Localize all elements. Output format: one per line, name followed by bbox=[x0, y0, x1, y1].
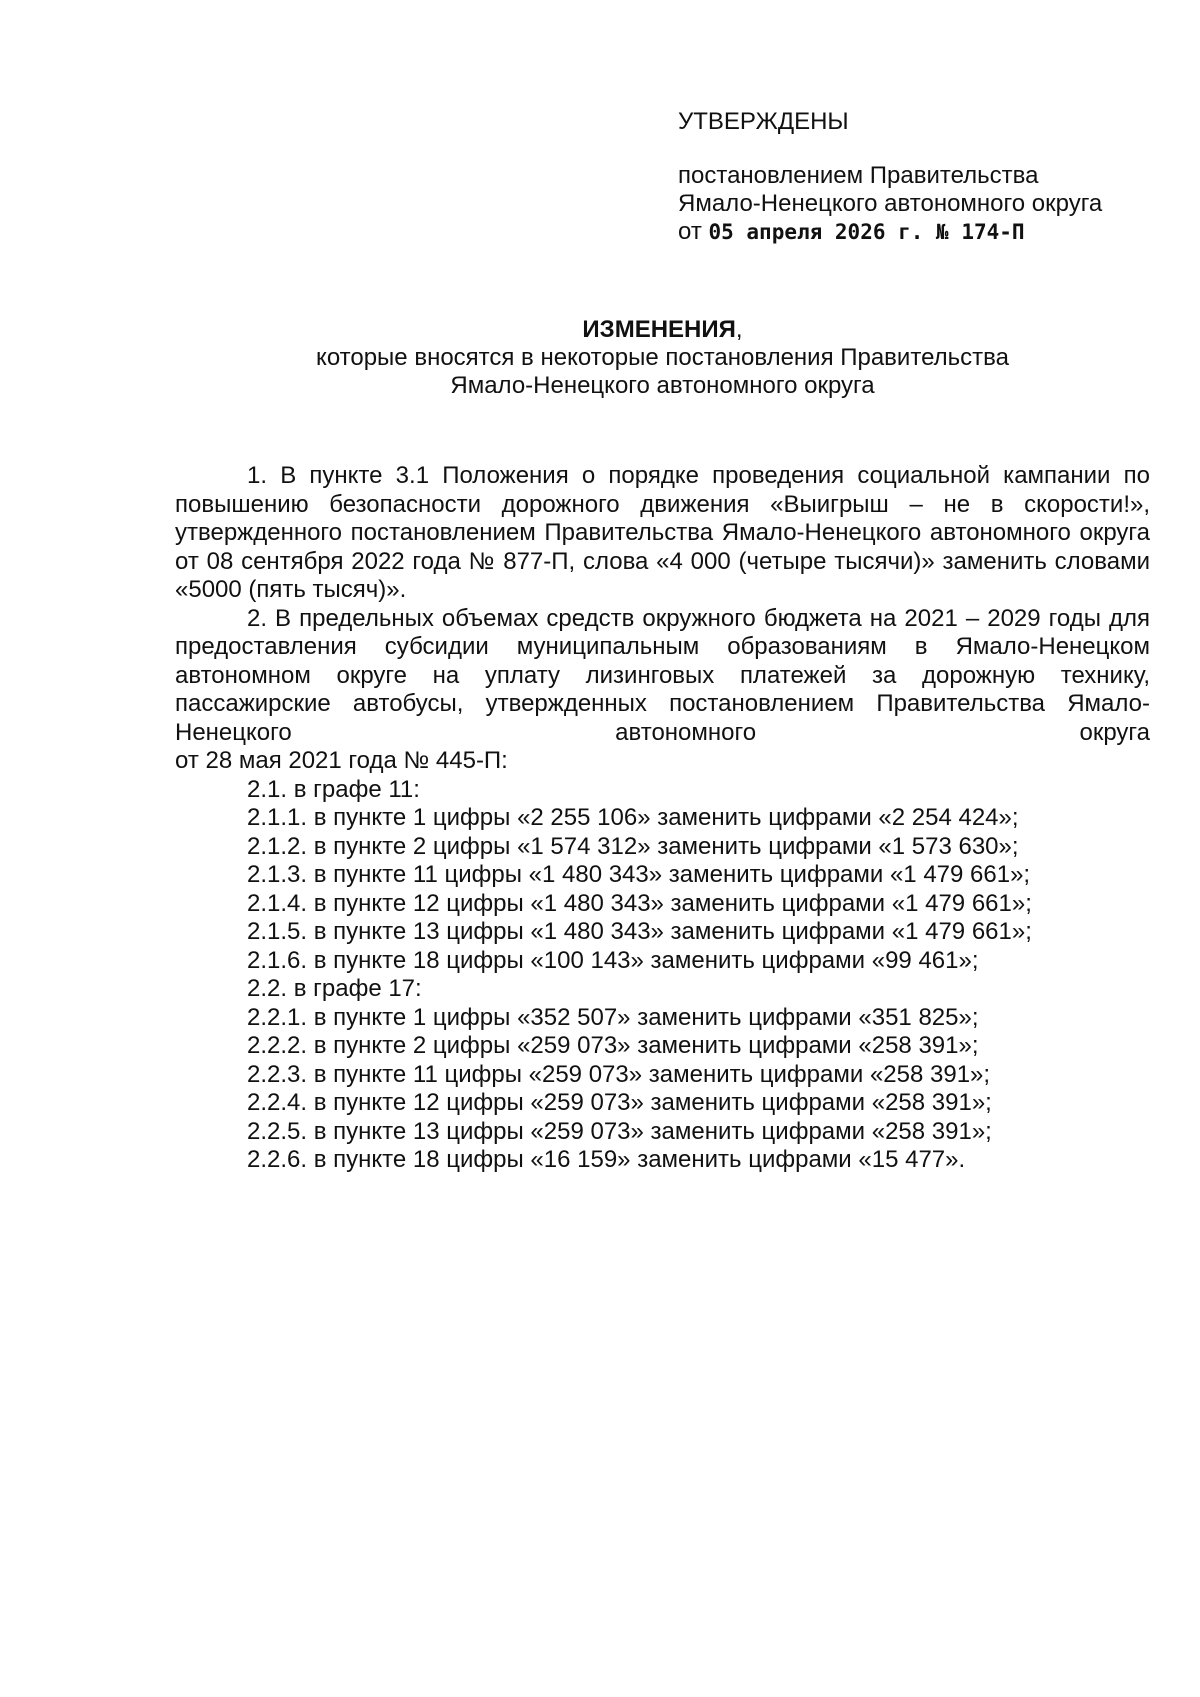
list-item: 2.1. в графе 11: bbox=[247, 775, 420, 803]
list-item: 2.1.2. в пункте 2 цифры «1 574 312» заменить цифрами «1 573 630»; bbox=[247, 832, 1019, 860]
document-subtitle-1: которые вносятся в некоторые постановления Правительства bbox=[316, 344, 1009, 371]
paragraph-1: 1. В пункте 3.1 Положения о порядке проведения социальной кампании по повышению безопасности дорожного движения «Выигрыш – не в скорости!», утвержденного постановлением Правительства Ямало-Ненецкого автономного округа от 08 сентября 2022 года № 877-П, слова «4 000 (четыре тысячи)» заменить словами «5000 (пять тысяч)». bbox=[175, 462, 1150, 603]
list-item: 2.2.1. в пункте 1 цифры «352 507» заменить цифрами «351 825»; bbox=[247, 1003, 979, 1031]
document-header bbox=[175, 316, 1150, 400]
document-body bbox=[175, 462, 1150, 1175]
approval-line-2: Ямало-Ненецкого автономного округа bbox=[678, 190, 1103, 217]
list-item: 2.2.5. в пункте 13 цифры «259 073» заменить цифрами «258 391»; bbox=[247, 1117, 992, 1145]
list-item: 2.2. в графе 17: bbox=[247, 975, 422, 1002]
approval-stamp bbox=[678, 108, 1178, 246]
list-item: 2.1.5. в пункте 13 цифры «1 480 343» заменить цифрами «1 479 661»; bbox=[247, 918, 1032, 945]
list-item: 2.1.1. в пункте 1 цифры «2 255 106» заменить цифрами «2 254 424»; bbox=[247, 804, 1019, 831]
document-title: ИЗМЕНЕНИЯ bbox=[582, 316, 736, 343]
approval-date-prefix: от bbox=[678, 218, 702, 245]
document-title-line bbox=[175, 316, 1150, 344]
paragraph-2-last-line: от 28 мая 2021 года № 445-П: bbox=[175, 747, 508, 774]
list-item: 2.2.6. в пункте 18 цифры «16 159» заменить цифрами «15 477». bbox=[247, 1146, 966, 1173]
list-item: 2.1.3. в пункте 11 цифры «1 480 343» заменить цифрами «1 479 661»; bbox=[247, 861, 1031, 888]
approved-label: УТВЕРЖДЕНЫ bbox=[678, 108, 849, 135]
paragraph-2: 2. В предельных объемах средств окружного бюджета на 2021 – 2029 годы для предоставления субсидии муниципальным образованиям в Ямало-Ненецком автономном округе на уплату лизинговых платежей за дорожную технику, пассажирские автобусы, утвержденных постановлением Правительства Ямало-Ненецкого автономного округа bbox=[175, 604, 1150, 746]
approval-date-number: 05 апреля 2026 г. № 174-П bbox=[708, 220, 1025, 244]
list-item: 2.1.4. в пункте 12 цифры «1 480 343» заменить цифрами «1 479 661»; bbox=[247, 889, 1032, 917]
list-item: 2.2.4. в пункте 12 цифры «259 073» заменить цифрами «258 391»; bbox=[247, 1089, 992, 1116]
approval-date-line bbox=[678, 218, 1178, 246]
document-subtitle-2: Ямало-Ненецкого автономного округа bbox=[450, 372, 875, 399]
list-item: 2.1.6. в пункте 18 цифры «100 143» заменить цифрами «99 461»; bbox=[247, 946, 979, 974]
document-title-suffix: , bbox=[735, 316, 743, 343]
approval-line-1: постановлением Правительства bbox=[678, 162, 1039, 189]
list-item: 2.2.2. в пункте 2 цифры «259 073» заменить цифрами «258 391»; bbox=[247, 1032, 979, 1059]
list-item: 2.2.3. в пункте 11 цифры «259 073» заменить цифрами «258 391»; bbox=[247, 1060, 991, 1088]
